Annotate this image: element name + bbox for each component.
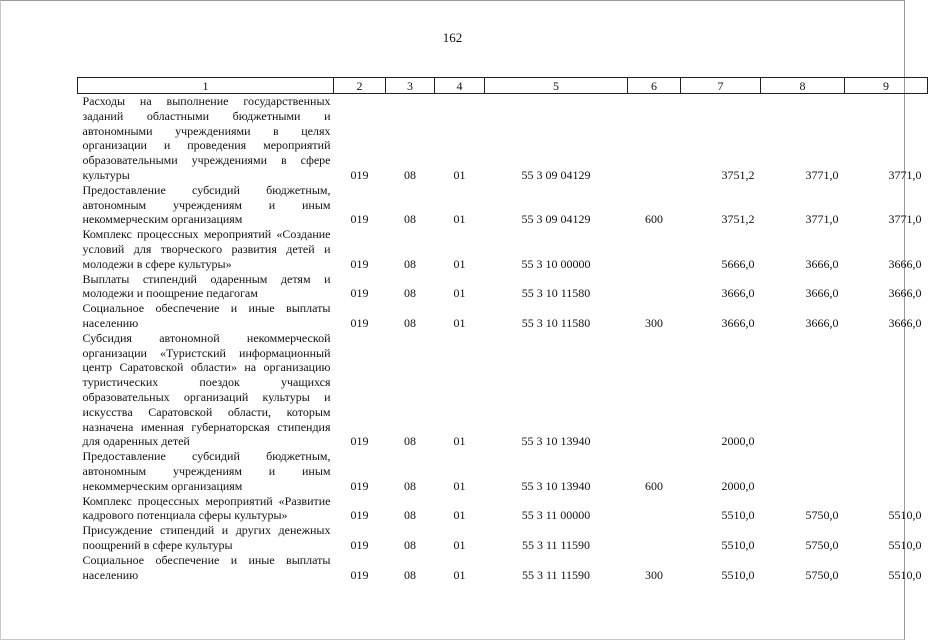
- amount-col9: [845, 331, 928, 449]
- amount-col8: 3666,0: [805, 286, 839, 301]
- subsection-code: 01: [453, 537, 466, 552]
- table-row: [78, 94, 928, 183]
- expense-type-code: [628, 94, 681, 183]
- target-article-code: 55 3 11 11590: [521, 567, 591, 582]
- section-code: 08: [404, 567, 416, 582]
- budget-table: [77, 77, 928, 582]
- row-description: Комплекс процессных мероприятий «Развитие кадрового потенциала сферы культуры»: [82, 493, 331, 523]
- amount-col8: 3666,0: [805, 315, 839, 330]
- section-code: 08: [404, 256, 416, 271]
- amount-col9: 3666,0: [888, 256, 922, 271]
- expense-type-code: 300: [645, 567, 663, 582]
- amount-col9: 3771,0: [888, 167, 922, 182]
- row-description: Предоставление субсидий бюджетным, автономным учреждениям и иным некоммерческим организациям: [82, 449, 331, 493]
- column-header: 8: [761, 78, 845, 94]
- amount-col9: 5510,0: [888, 508, 922, 523]
- target-article-code: 55 3 10 11580: [521, 286, 591, 301]
- column-header: 7: [681, 78, 761, 94]
- table-row: [78, 272, 928, 302]
- amount-col9: 5510,0: [888, 567, 922, 582]
- amount-col7: 3751,2: [721, 167, 755, 182]
- ministry-code: 019: [350, 256, 369, 271]
- amount-col7: 5510,0: [721, 537, 755, 552]
- table-row: [78, 449, 928, 493]
- column-header: 1: [78, 78, 334, 94]
- column-header: 3: [386, 78, 435, 94]
- ministry-code: 019: [350, 537, 369, 552]
- section-code: 08: [404, 434, 416, 449]
- subsection-code: 01: [453, 434, 466, 449]
- row-description: Расходы на выполнение государственных заданий областными бюджетными и автономными учреждениями в целях организации и проведения мероприятий образовательными учреждениями в сфере культуры: [82, 94, 331, 182]
- expense-type-code: [628, 227, 681, 271]
- table-row: [78, 183, 928, 227]
- amount-col9: 5510,0: [888, 537, 922, 552]
- row-description: Социальное обеспечение и иные выплаты населению: [82, 301, 331, 330]
- table-row: [78, 523, 928, 553]
- target-article-code: 55 3 10 00000: [521, 256, 591, 271]
- amount-col9: 3771,0: [888, 212, 922, 227]
- expense-type-code: [628, 523, 681, 553]
- amount-col7: 5510,0: [721, 508, 755, 523]
- amount-col8: 3771,0: [805, 212, 839, 227]
- expense-type-code: [628, 494, 681, 524]
- ministry-code: 019: [350, 167, 369, 182]
- ministry-code: 019: [350, 286, 369, 301]
- table-row: [78, 494, 928, 524]
- section-code: 08: [404, 212, 416, 227]
- amount-col7: 5666,0: [721, 256, 755, 271]
- target-article-code: 55 3 10 13940: [521, 434, 591, 449]
- section-code: 08: [404, 286, 416, 301]
- row-description: Субсидия автономной некоммерческой организации «Туристский информационный центр Саратовской области» на организацию туристических поездок учащихся образовательных организаций культуры и искусства Саратовской области, которым назначена именная губернаторская стипендия для одаренных детей: [82, 330, 331, 449]
- amount-col7: 5510,0: [721, 567, 755, 582]
- expense-type-code: [628, 272, 681, 302]
- amount-col8: 5750,0: [805, 567, 839, 582]
- amount-col8: [761, 449, 845, 493]
- subsection-code: 01: [453, 315, 466, 330]
- column-header: 2: [334, 78, 386, 94]
- ministry-code: 019: [350, 434, 369, 449]
- table-row: [78, 301, 928, 331]
- ministry-code: 019: [350, 315, 369, 330]
- ministry-code: 019: [350, 478, 369, 493]
- amount-col8: 5750,0: [805, 508, 839, 523]
- subsection-code: 01: [453, 212, 466, 227]
- row-description: Предоставление субсидий бюджетным, автономным учреждениям и иным некоммерческим организациям: [82, 182, 331, 227]
- expense-type-code: 300: [645, 315, 663, 330]
- amount-col8: 3771,0: [805, 167, 839, 182]
- header-row: [78, 78, 928, 94]
- subsection-code: 01: [453, 167, 466, 182]
- target-article-code: 55 3 09 04129: [521, 212, 591, 227]
- row-description: Комплекс процессных мероприятий «Создание условий для творческого развития детей и молодежи в сфере культуры»: [82, 227, 331, 271]
- amount-col7: 2000,0: [721, 478, 755, 493]
- amount-col7: 3666,0: [721, 315, 755, 330]
- subsection-code: 01: [453, 256, 466, 271]
- table-row: [78, 227, 928, 271]
- column-header: 4: [435, 78, 485, 94]
- amount-col7: 2000,0: [721, 434, 755, 449]
- target-article-code: 55 3 11 00000: [521, 508, 591, 523]
- ministry-code: 019: [350, 567, 369, 582]
- subsection-code: 01: [453, 478, 466, 493]
- expense-type-code: 600: [645, 212, 663, 227]
- section-code: 08: [404, 537, 416, 552]
- target-article-code: 55 3 09 04129: [521, 167, 591, 182]
- subsection-code: 01: [453, 508, 466, 523]
- target-article-code: 55 3 10 13940: [521, 478, 591, 493]
- target-article-code: 55 3 11 11590: [521, 537, 591, 552]
- row-description: Выплаты стипендий одаренным детям и молодежи и поощрение педагогам: [82, 271, 331, 301]
- page-number: 162: [442, 30, 463, 45]
- amount-col8: [761, 331, 845, 449]
- column-header: 9: [845, 78, 928, 94]
- row-description: Присуждение стипендий и других денежных поощрений в сфере культуры: [82, 523, 331, 552]
- amount-col8: 5750,0: [805, 537, 839, 552]
- section-code: 08: [404, 167, 416, 182]
- ministry-code: 019: [350, 508, 369, 523]
- section-code: 08: [404, 478, 416, 493]
- amount-col7: 3751,2: [721, 212, 755, 227]
- expense-type-code: 600: [645, 478, 663, 493]
- section-code: 08: [404, 508, 416, 523]
- table-row: [78, 553, 928, 583]
- target-article-code: 55 3 10 11580: [521, 315, 591, 330]
- column-header: 5: [485, 78, 628, 94]
- ministry-code: 019: [350, 212, 369, 227]
- section-code: 08: [404, 315, 416, 330]
- column-header: 6: [628, 78, 681, 94]
- amount-col9: [845, 449, 928, 493]
- amount-col7: 3666,0: [721, 286, 755, 301]
- row-description: Социальное обеспечение и иные выплаты населению: [82, 552, 331, 582]
- amount-col9: 3666,0: [888, 315, 922, 330]
- expense-type-code: [628, 331, 681, 449]
- table-row: [78, 331, 928, 449]
- subsection-code: 01: [453, 567, 466, 582]
- amount-col9: 3666,0: [888, 286, 922, 301]
- subsection-code: 01: [453, 286, 466, 301]
- amount-col8: 3666,0: [805, 256, 839, 271]
